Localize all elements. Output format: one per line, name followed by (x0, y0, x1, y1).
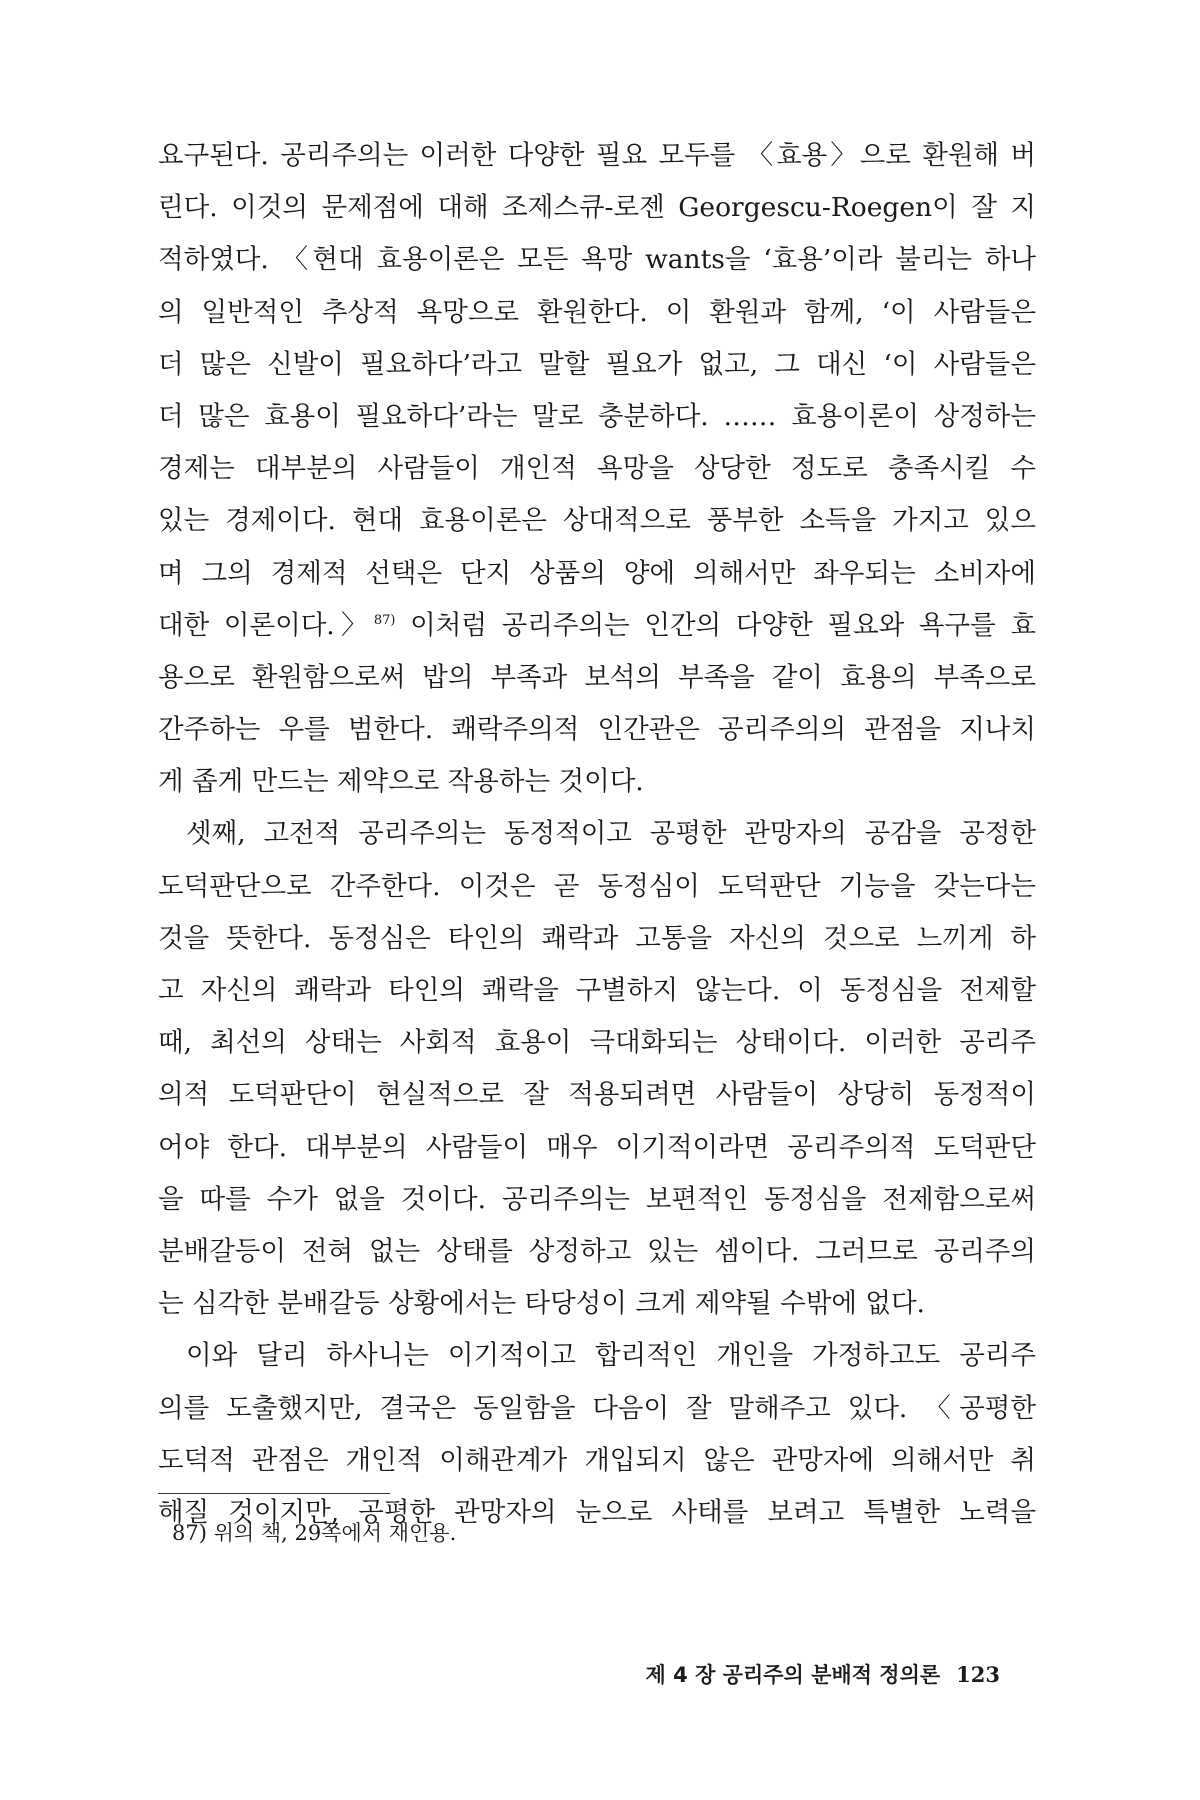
text-line: 해질 것이지만, 공평한 관망자의 눈으로 사태를 보려고 특별한 노력을 (158, 1496, 1036, 1528)
page-number: 123 (956, 1662, 1000, 1687)
text-line: 있는 경제이다. 현대 효용이론은 상대적으로 풍부한 소득을 가지고 있으 (158, 505, 1036, 537)
chapter-title: 제 4 장 공리주의 분배적 정의론 (645, 1663, 941, 1687)
running-footer (646, 1660, 1000, 1690)
text-line: 며 그의 경제적 선택은 단지 상품의 양에 의해서만 좌우되는 소비자에 (158, 557, 1036, 589)
text-line: 용으로 환원함으로써 밥의 부족과 보석의 부족을 같이 효용의 부족으로 (158, 661, 1036, 693)
text-line-with-footnote-ref (158, 600, 1036, 652)
text-line: 는 심각한 분배갈등 상황에서는 타당성이 크게 제약될 수밖에 없다. (158, 1288, 925, 1320)
text-line: 간주하는 우를 범한다. 쾌락주의적 인간관은 공리주의의 관점을 지나치 (158, 714, 1036, 746)
text-line: 분배갈등이 전혀 없는 상태를 상정하고 있는 셈이다. 그러므로 공리주의 (158, 1235, 1036, 1267)
text-line: 도덕판단으로 간주한다. 이것은 곧 동정심이 도덕판단 기능을 갖는다는 (158, 870, 1036, 902)
text-line: 고 자신의 쾌락과 타인의 쾌락을 구별하지 않는다. 이 동정심을 전제할 (158, 975, 1036, 1006)
text-line: 경제는 대부분의 사람들이 개인적 욕망을 상당한 정도로 충족시킬 수 (158, 453, 1036, 485)
footnote-divider (158, 1493, 390, 1494)
paragraph-start-line: 이와 달리 하사니는 이기적이고 합리적인 개인을 가정하고도 공리주 (186, 1340, 1036, 1372)
text-line: 의 일반적인 추상적 욕망으로 환원한다. 이 환원과 함께, ‘이 사람들은 (158, 296, 1036, 328)
text-line: 것을 뜻한다. 동정심은 타인의 쾌락과 고통을 자신의 것으로 느끼게 하 (158, 922, 1036, 954)
paragraph-start-line: 셋째, 고전적 공리주의는 동정적이고 공평한 관망자의 공감을 공정한 (186, 818, 1036, 850)
footnote: 87) 위의 책, 29쪽에서 재인용. (172, 1521, 457, 1545)
text-line: 도덕적 관점은 개인적 이해관계가 개입되지 않은 관망자에 의해서만 취 (158, 1444, 1036, 1476)
text-segment: 대한 이론이다.〉 (158, 609, 374, 641)
text-segment: 이처럼 공리주의는 인간의 다양한 필요와 욕구를 효 (395, 609, 1036, 641)
text-line: 적하였다. 〈현대 효용이론은 모든 욕망 wants을 ‘효용’이라 불리는 하나 (158, 244, 1036, 276)
text-line: 요구된다. 공리주의는 이러한 다양한 필요 모두를 〈효용〉으로 환원해 버 (158, 140, 1036, 171)
text-line: 린다. 이것의 문제점에 대해 조제스큐-로젠 Georgescu-Roegen이 잘 지 (158, 192, 1036, 224)
text-line: 어야 한다. 대부분의 사람들이 매우 이기적이라면 공리주의적 도덕판단 (158, 1131, 1036, 1163)
text-line: 때, 최선의 상태는 사회적 효용이 극대화되는 상태이다. 이러한 공리주 (158, 1027, 1036, 1059)
text-line: 더 많은 효용이 필요하다’라는 말로 충분하다. …… 효용이론이 상정하는 (158, 400, 1036, 432)
text-line: 의적 도덕판단이 현실적으로 잘 적용되려면 사람들이 상당히 동정적이 (158, 1079, 1036, 1111)
text-line: 의를 도출했지만, 결국은 동일함을 다음이 잘 말해주고 있다. 〈공평한 (158, 1392, 1036, 1424)
body-text (158, 130, 1036, 1539)
text-line: 더 많은 신발이 필요하다’라고 말할 필요가 없고, 그 대신 ‘이 사람들은 (158, 348, 1036, 380)
text-line: 을 따를 수가 없을 것이다. 공리주의는 보편적인 동정심을 전제함으로써 (158, 1183, 1036, 1215)
footnote-reference[interactable]: 87) (373, 612, 396, 628)
text-line: 게 좁게 만드는 제약으로 작용하는 것이다. (158, 766, 644, 798)
